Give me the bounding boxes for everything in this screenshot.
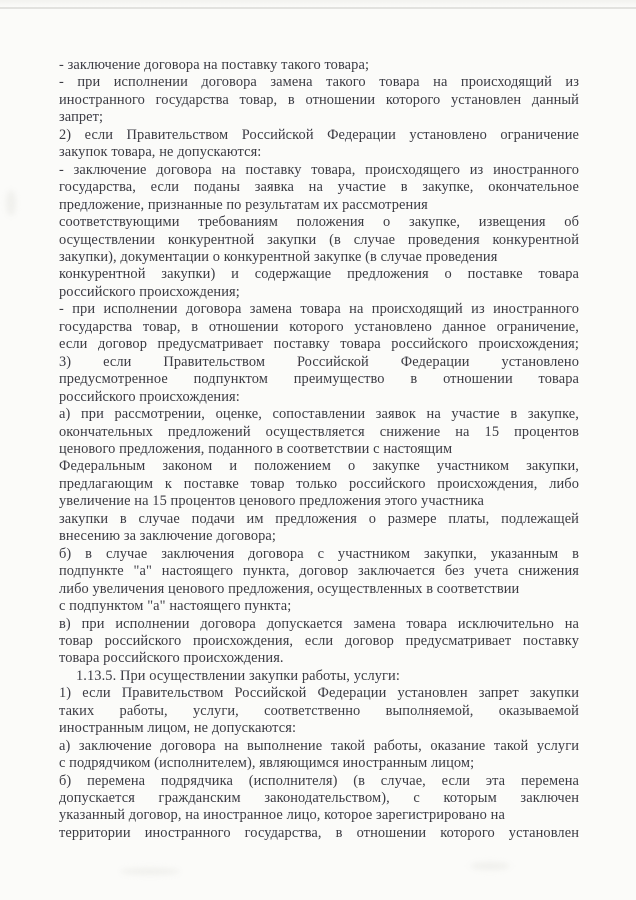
text-line: Федеральным законом и положением о закупке участником закупки, bbox=[59, 458, 579, 475]
text-line: таких работы, услуги, соответственно выполняемой, оказываемой bbox=[59, 702, 579, 719]
text-line: 3) если Правительством Российской Федерации установлено bbox=[59, 353, 579, 370]
text-line: российского происхождения; bbox=[59, 283, 240, 300]
text-line: подпункте "а" настоящего пункта, договор заключается без учета снижения bbox=[59, 563, 579, 580]
text-line: закупки в случае подачи им предложения о размере платы, подлежащей bbox=[59, 510, 579, 527]
text-line: предусмотренное подпунктом преимущество в отношении товара bbox=[59, 371, 579, 388]
text-line: - заключение договора на поставку такого товара; bbox=[59, 57, 370, 73]
text-line: товара российского происхождения. bbox=[59, 650, 284, 667]
text-line: либо увеличения ценового предложения, осуществленных в соответствии bbox=[59, 580, 520, 597]
scan-artifact bbox=[470, 862, 510, 870]
text-line: осуществлении конкурентной закупки (в случае проведения конкурентной bbox=[59, 231, 579, 248]
text-line: иностранного государства товар, в отношении которого установлен данный bbox=[59, 91, 579, 108]
text-line: окончательных предложений осуществляется снижение на 15 процентов bbox=[59, 423, 579, 440]
text-line: 1) если Правительством Российской Федерации установлен запрет закупки bbox=[59, 685, 579, 702]
text-line: б) перемена подрядчика (исполнителя) (в случае, если эта перемена bbox=[59, 772, 579, 789]
text-line: внесению за заключение договора; bbox=[59, 528, 277, 545]
text-line: указанный договор, на иностранное лицо, которое зарегистрировано на bbox=[59, 807, 505, 824]
text-line: - при исполнении договора замена товара на происходящий из иностранного bbox=[59, 301, 579, 318]
text-line: увеличение на 15 процентов ценового предложения этого участника bbox=[59, 493, 485, 510]
text-line: с подпунктом "а" настоящего пункта; bbox=[59, 598, 292, 615]
text-line: закупки), документации о конкурентной закупке (в случае проведения bbox=[59, 248, 498, 265]
text-line: если договор предусматривает поставку товара российского происхождения; bbox=[59, 336, 579, 353]
text-line: в) при исполнении договора допускается замена товара исключительно на bbox=[59, 615, 579, 632]
text-line: - заключение договора на поставку товара, происходящего из иностранного bbox=[59, 161, 579, 178]
text-line: а) заключение договора на выполнение такой работы, оказание такой услуги bbox=[59, 737, 579, 754]
document-text-block bbox=[59, 57, 579, 842]
section-heading-line: 1.13.5. При осуществлении закупки работы, услуги: bbox=[76, 667, 400, 684]
text-line: предложение, признанные по результатам их рассмотрения bbox=[59, 196, 428, 213]
text-line: ценового предложения, поданного в соответствии с настоящим bbox=[59, 440, 453, 457]
text-line: государства товар, в отношении которого установлено данное ограничение, bbox=[59, 318, 579, 335]
scan-edge-shadow bbox=[0, 0, 636, 7]
text-line: товар российского происхождения, если договор предусматривает поставку bbox=[59, 632, 579, 649]
text-line: запрет; bbox=[59, 109, 104, 126]
text-line: конкурентной закупки) и содержащие предложения о поставке товара bbox=[59, 266, 579, 283]
text-line: российского происхождения: bbox=[59, 388, 240, 405]
text-line: иностранным лицом, не допускаются: bbox=[59, 720, 297, 737]
text-line: соответствующими требованиям положения о закупке, извещения об bbox=[59, 214, 579, 231]
text-line: территории иностранного государства, в отношении которого установлен bbox=[59, 824, 579, 841]
text-line: с подрядчиком (исполнителем), являющимся иностранным лицом; bbox=[59, 755, 475, 772]
text-line: допускается гражданским законодательством), с которым заключен bbox=[59, 790, 579, 807]
scan-edge-line bbox=[0, 7, 636, 9]
text-line: б) в случае заключения договора с участником закупки, указанным в bbox=[59, 545, 579, 562]
text-line: а) при рассмотрении, оценке, сопоставлении заявок на участие в закупке, bbox=[59, 406, 579, 423]
text-line: предлагающим к поставке товар только российского происхождения, либо bbox=[59, 475, 579, 492]
text-line: - при исполнении договора замена такого товара на происходящий из bbox=[59, 74, 579, 91]
text-line: государства, если поданы заявка на участие в закупке, окончательное bbox=[59, 179, 579, 196]
text-line: 2) если Правительством Российской Федерации установлено ограничение bbox=[59, 126, 579, 143]
text-line: закупок товара, не допускаются: bbox=[59, 144, 262, 161]
scan-artifact bbox=[6, 190, 16, 216]
scan-artifact bbox=[120, 868, 180, 875]
